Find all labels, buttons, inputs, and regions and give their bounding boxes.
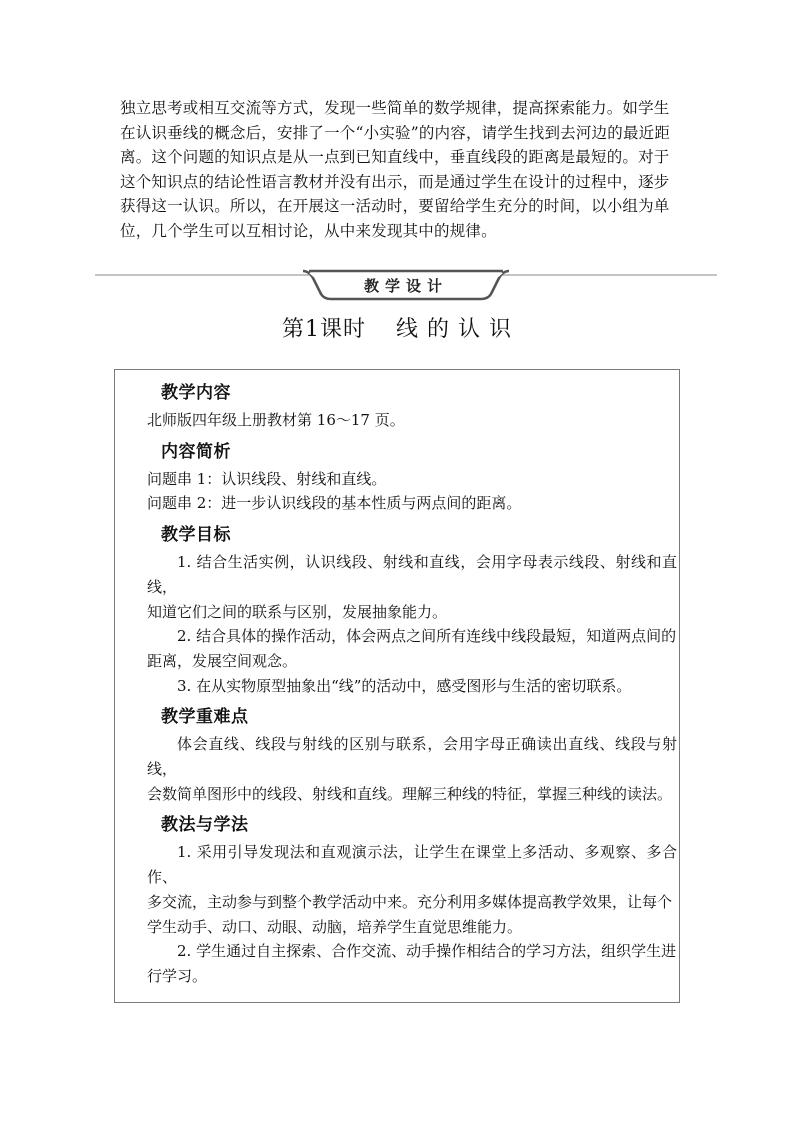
section-heading: 教法与学法 — [161, 815, 249, 836]
content-text: 北师版四年级上册教材第 16～17 页。 — [147, 411, 405, 429]
section-heading: 教学重难点 — [161, 707, 249, 728]
method-line: 1. 采用引导发现法和直观演示法，让学生在课堂上多活动、多观察、多合作、 — [147, 843, 677, 887]
intro-line: 获得这一认识。所以，在开展这一活动时，要留给学生充分的时间，以小组为单 — [120, 197, 670, 216]
section-heading: 教学内容 — [161, 383, 231, 403]
goal-line: 2. 结合具体的操作活动，体会两点之间所有连线中线段最短，知道两点间的 — [177, 627, 677, 646]
method-line: 多交流，主动参与到整个教学活动中来。充分利用多媒体提高教学效果，让每个 — [147, 892, 673, 911]
method-line: 行学习。 — [147, 966, 208, 985]
method-line: 2. 学生通过自主探索、合作交流、动手操作相结合的学习方法，组织学生进 — [177, 942, 677, 961]
lesson-plan-box — [114, 369, 680, 1003]
keypoint-line: 会数简单图形中的线段、射线和直线。理解三种线的特征，掌握三种线的读法。 — [147, 784, 673, 803]
lesson-number: 第1课时 — [282, 317, 366, 342]
keypoint-line: 体会直线、线段与射线的区别与联系，会用字母正确读出直线、线段与射线， — [147, 735, 677, 779]
goal-line: 知道它们之间的联系与区别，发展抽象能力。 — [147, 602, 448, 621]
lesson-topic: 线 的 认 识 — [396, 317, 512, 342]
intro-paragraph — [120, 96, 680, 244]
analysis-item: 问题串 1：认识线段、射线和直线。 — [147, 469, 387, 488]
intro-line: 独立思考或相互交流等方式，发现一些简单的数学规律，提高探索能力。如学生 — [120, 99, 670, 117]
lesson-title — [0, 312, 794, 343]
method-line: 学生动手、动口、动眼、动脑，培养学生直觉思维能力。 — [147, 917, 523, 936]
section-heading: 内容简析 — [161, 441, 231, 462]
intro-line: 离。这个问题的知识点是从一点到已知直线中，垂直线段的距离是最短的。对于 — [120, 148, 670, 167]
intro-line: 这个知识点的结论性语言教材并没有出示，而是通过学生在设计的过程中，逐步 — [120, 172, 670, 191]
intro-line: 位，几个学生可以互相讨论，从中来发现其中的规律。 — [120, 221, 497, 240]
goal-line: 1. 结合生活实例，认识线段、射线和直线，会用字母表示线段、射线和直线， — [147, 553, 677, 596]
section-banner — [95, 268, 717, 302]
goal-line: 距离，发展空间观念。 — [147, 651, 298, 670]
section-heading: 教学目标 — [161, 525, 231, 546]
banner-label: 教学设计 — [363, 277, 448, 295]
analysis-item: 问题串 2：进一步认识线段的基本性质与两点间的距离。 — [147, 494, 522, 513]
intro-line: 在认识垂线的概念后，安排了一个“小实验”的内容，请学生找到去河边的最近距 — [120, 123, 671, 142]
goal-line: 3. 在从实物原型抽象出“线”的活动中，感受图形与生活的密切联系。 — [177, 676, 632, 695]
